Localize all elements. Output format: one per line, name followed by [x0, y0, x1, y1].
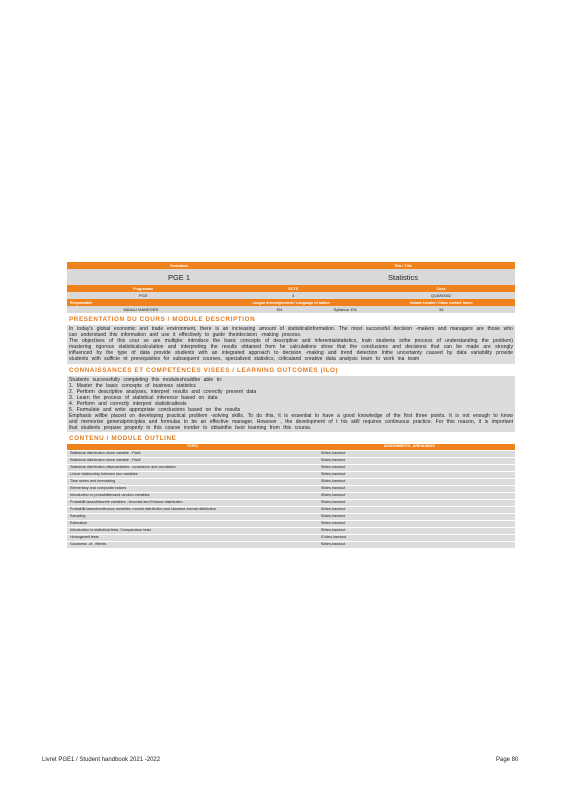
assignment-cell: S lides,handout: [318, 535, 381, 542]
ects-value: 4: [219, 292, 367, 299]
topic-row: [67, 458, 515, 465]
footer-page-number: Page 80: [496, 757, 519, 763]
topic-row: [67, 507, 515, 514]
assignment-cell: Slides,handout: [318, 493, 381, 500]
reading-cell: [381, 500, 515, 507]
code-label: Code: [367, 285, 515, 292]
reading-cell: [381, 479, 515, 486]
topic-row: [67, 535, 515, 542]
reading-cell: [381, 521, 515, 528]
topic-row: [67, 500, 515, 507]
assignment-cell: Slides,handout: [318, 542, 381, 549]
topic-row: [67, 528, 515, 535]
assignment-cell: Slides,handout: [318, 486, 381, 493]
topic-row: [67, 514, 515, 521]
assignment-cell: Slides,handout: [318, 465, 381, 472]
topic-row: [67, 479, 515, 486]
learning-line: 4. Perform and correctly interpret statisticaltests: [69, 400, 187, 407]
hours-label: Volume horaire / Class contact hours: [367, 299, 515, 306]
presentation-text: [67, 325, 515, 364]
assignment-cell: Slides,handout: [318, 507, 381, 514]
reading-cell: [381, 528, 515, 535]
formation-label: Formation: [67, 262, 291, 269]
topic-row: [67, 472, 515, 479]
topic-row: [67, 521, 515, 528]
course-title: Statistics: [291, 269, 515, 285]
topic-cell: Statistical distribution ofone variable - Part2: [67, 458, 318, 465]
reading-cell: [381, 507, 515, 514]
assignment-cell: Slides,handout: [318, 521, 381, 528]
topic-cell: Goodness -of - fittests: [67, 542, 318, 549]
header-table: [67, 262, 515, 285]
topic-cell: Time series and forecasting: [67, 479, 318, 486]
topic-cell: Linear relationship between two variables: [67, 472, 318, 479]
assignment-cell: Slides,handout: [318, 528, 381, 535]
topic-row: [67, 542, 515, 549]
topic-header: TOPIC: [67, 444, 318, 451]
assignment-cell: Slides,handout: [318, 479, 381, 486]
topic-row: [67, 465, 515, 472]
reading-cell: [381, 465, 515, 472]
presentation-paragraph: The objectives of this cour se are multiple: introduce the basic concepts of descriptive and inferentialstatistics, train students inthe process of understanding the problem) mastering rigorous statisticalcalculation and interpreting the results obtained from he calculations show that the conclusions and decisions that can be made are strongly influenced by the type of data provide students with an integrated approach to decision -making and trend detection Inthe uncertainty caused by data variability provide students with sufficie nt prerequisites for subsequent courses, specialized statistics, criticaland creative data analysis learn to work ina team: [69, 338, 513, 363]
language-label: Langue d'enseignement / Language of tuition: [215, 299, 367, 306]
language-value: [215, 306, 367, 313]
assignment-cell: Slides,handout: [318, 458, 381, 465]
programme-label: Programme: [67, 285, 219, 292]
topic-table: [67, 444, 515, 549]
learning-outcomes-heading: CONNAISSANCES ET COMPETENCES VISEES / LEARNING OUTCOMES (ILO): [69, 366, 339, 374]
ects-label: ECTS: [219, 285, 367, 292]
assignment-cell: Slides,handout: [318, 514, 381, 521]
topic-cell: Elementary and composite indices: [67, 486, 318, 493]
reading-cell: [381, 486, 515, 493]
topic-cell: Introduction to statistical tests. Comparaison tests: [67, 528, 318, 535]
assignment-cell: Slides,handout: [318, 500, 381, 507]
module-outline-heading: CONTENU / MODULE OUTLINE: [69, 435, 177, 443]
course-sheet: [67, 262, 515, 549]
assignment-cell: Slides,handout: [318, 451, 381, 458]
programme-value: PGE: [67, 292, 219, 299]
readings-header-label: &READINGS: [412, 444, 435, 449]
topic-cell: Estimation: [67, 521, 318, 528]
syllabus-language: Syllabus: EN: [333, 307, 357, 312]
assignments-header-label: ASSIGNMENTS: [383, 444, 411, 449]
learning-line: 5. Formulate and write appropriate conclusions based on the results: [69, 407, 241, 414]
reading-cell: [381, 514, 515, 521]
topic-row: [67, 493, 515, 500]
hours-value: 33: [367, 306, 515, 313]
reading-cell: [381, 535, 515, 542]
title-label: Title / Title: [291, 262, 515, 269]
learning-line: 2. Perform descriptive analyses, interpret results and correctly present data: [69, 388, 257, 395]
semester-value: MANAJ MANEGER: [67, 306, 215, 313]
header-table-3: [67, 299, 515, 313]
topic-cell: Introduction to probabilitiesand random variables: [67, 493, 318, 500]
topic-row: [67, 486, 515, 493]
learning-line: 3. Learn the process of statistical inference based on data: [69, 394, 218, 401]
assignment-cell: Slides,handout: [318, 472, 381, 479]
learning-line: Students successfully completing this moduleshouldbe able to:: [69, 376, 223, 383]
presentation-heading: PRESENTATION DU COURS / MODULE DESCRIPTION: [69, 316, 256, 323]
program-name: PGE 1: [67, 269, 291, 285]
language-code: EN: [276, 307, 283, 312]
learning-outcomes-text: [67, 376, 515, 433]
reading-cell: [381, 458, 515, 465]
topic-cell: Homogeneit tests: [67, 535, 318, 542]
topic-cell: Probabilit lawsofdiscrete variables : binomial and Poisson distribution: [67, 500, 318, 507]
reading-cell: [381, 472, 515, 479]
topic-cell: Statistical distribution oftwovariables : covariance and correlation: [67, 465, 318, 472]
presentation-paragraph: In today's global economic and trade environment, there is an increasing amount of statisticalinformation. The most successful decision -makers and managers are those who can understand this information and use it effectively to guide theirdecision -making process.: [69, 326, 513, 339]
code-value: QUAN0002: [367, 292, 515, 299]
reading-cell: [381, 493, 515, 500]
topic-row: [67, 451, 515, 458]
header-table-2: [67, 285, 515, 299]
reading-cell: [381, 451, 515, 458]
topic-cell: Probabilit lawsofcontinuous variables :normal distribution and standard normal distribution: [67, 507, 318, 514]
responsable-label: Responsable: [67, 299, 215, 306]
learning-line: 1. Master the basic concepts of business statistics: [69, 382, 196, 389]
topic-cell: Statistical distribution ofone variable - Part1: [67, 451, 318, 458]
reading-cell: [381, 542, 515, 549]
topic-cell: Sampling: [67, 514, 318, 521]
learning-line: Emphasis willbe placed on developing practical problem -solving skills. To do this, it is essential to have a good knowledge of the first three points. It is not enough to know and memorize generalprinciples and formulas to be an effective manager. However , the development of t his skill requires continuous practice. For this reason, it is important that students prepare properly in this course inorder to obtainthe best learning from this course.: [69, 413, 513, 432]
footer-handbook-label: Livret PGE1 / Student handbook 2021 -2022: [42, 757, 161, 763]
